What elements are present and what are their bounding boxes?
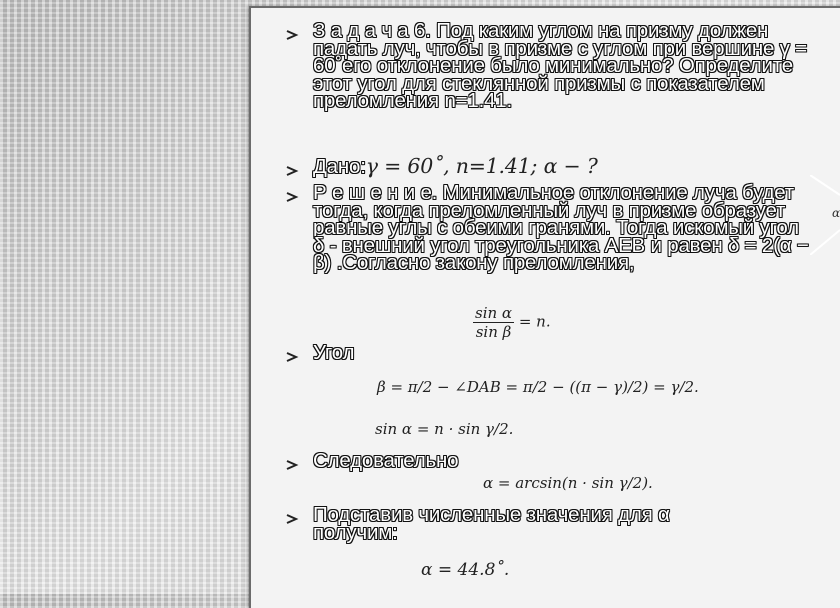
formula-arcsin: α = arcsin(n · sin γ/2). (483, 474, 653, 492)
formula-result: α = 44.8˚. (421, 560, 510, 580)
angle-label: Угол (313, 341, 355, 364)
svg-text:α: α (832, 206, 840, 220)
substitute-text: Подставив численные значения для α получим: (313, 503, 670, 544)
bullet-arrow-icon (285, 350, 299, 364)
problem-statement: З а д а ч а 6. Под каким углом на призму должен падать луч, чтобы в призме с углом при вершине γ = 60˚его отклонение было минимально? Определите этот угол для стеклянной призмы с показателем преломления n=1.41. (313, 19, 807, 112)
snell-numerator: sin α (475, 304, 513, 322)
snell-rhs: = n. (518, 312, 551, 331)
bullet-arrow-icon (285, 512, 299, 526)
bullet-arrow-icon (285, 190, 299, 204)
given-math: γ = 60˚, n=1.41; α − ? (365, 154, 598, 178)
solution-text: Р е ш е н и е. Минимальное отклонение луча будет тогда, когда преломленный луч в призме образует равные углы с обеими гранями. Тогда искомый угол δ - внешний угол треугольника AEB и равен δ = 2(α − β) .Согласно закону преломления, (313, 181, 809, 274)
bullet-arrow-icon (285, 164, 299, 178)
slide (249, 6, 840, 608)
snell-denominator: sin β (475, 323, 512, 341)
bullet-arrow-icon (285, 458, 299, 472)
formula-beta: β = π/2 − ∠DAB = π/2 − ((π − γ)/2) = γ/2. (377, 378, 699, 396)
formula-snell (473, 304, 551, 341)
consequently-label: Следовательно (313, 449, 459, 472)
decorative-rays (810, 175, 840, 255)
given-label: Дано: (313, 155, 366, 178)
bullet-arrow-icon (285, 28, 299, 42)
formula-sin-alpha: sin α = n · sin γ/2. (375, 420, 514, 438)
given-line (313, 154, 833, 178)
